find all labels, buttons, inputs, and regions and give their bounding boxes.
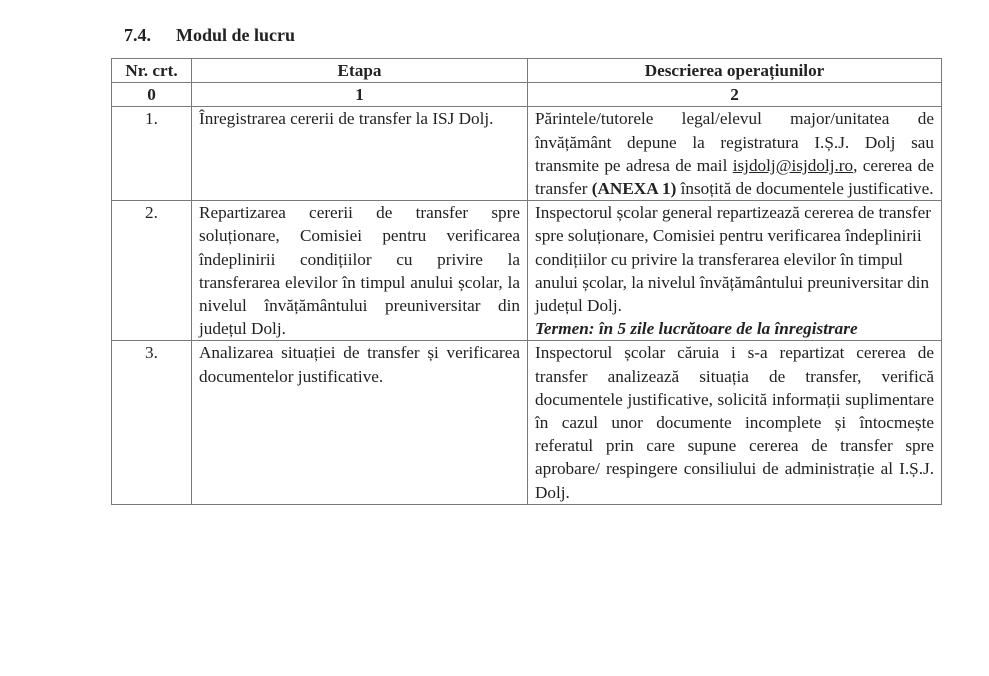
row-etapa: Analizarea situației de transfer și verificarea documentelor justificative.	[192, 341, 528, 504]
section-title: Modul de lucru	[176, 25, 296, 45]
section-heading	[124, 25, 295, 46]
table-row	[112, 107, 942, 201]
table-row	[112, 201, 942, 341]
row-descriere: Inspectorul școlar căruia i s-a repartizat cererea de transfer analizează situația de transfer, verifică documentele justificative, solicită informații suplimentare în cazul unor documente incomplete și întocmește referatul prin care supune cererea de transfer spre aprobare/ respingere consiliului de administrație al I.Ș.J. Dolj.	[528, 341, 942, 504]
column-number-1: 1	[192, 83, 528, 107]
row-etapa: Repartizarea cererii de transfer spre soluționare, Comisiei pentru verificarea îndeplinirii condițiilor cu privire la transferarea elevilor în timpul anului școlar, la nivelul învățământului preuniversitar din județul Dolj.	[192, 201, 528, 341]
section-number: 7.4.	[124, 25, 151, 45]
column-number-0: 0	[112, 83, 192, 107]
header-descriere: Descrierea operațiunilor	[528, 59, 942, 83]
annex-reference: (ANEXA 1)	[591, 179, 677, 199]
row-descriere	[528, 107, 942, 201]
table-row	[112, 341, 942, 504]
descriere-text: , cererea de transfer	[535, 155, 934, 199]
descriere-text: Părintele/tutorele legal/elevul major/unitatea de învățământ depune la registratura I.Ș.J. Dolj sau transmite pe adresa de mail	[535, 109, 934, 175]
procedure-table	[111, 58, 942, 505]
descriere-text: Inspectorul școlar general repartizează cererea de transfer spre soluționare, Comisiei pentru verificarea îndeplinirii condițiilor cu privire la transferarea elevilor în timpul anului școlar, la nivelul învățământului preuniversitar din județul Dolj.	[535, 203, 932, 316]
descriere-text: însoțită de documentele justificative.	[676, 179, 934, 199]
header-etapa: Etapa	[192, 59, 528, 83]
row-number: 2.	[112, 201, 192, 341]
deadline-text: Termen: în 5 zile lucrătoare de la înregistrare	[535, 319, 858, 339]
header-row	[112, 59, 942, 83]
row-number: 1.	[112, 107, 192, 201]
row-number: 3.	[112, 341, 192, 504]
row-etapa: Înregistrarea cererii de transfer la ISJ Dolj.	[192, 107, 528, 201]
row-descriere	[528, 201, 942, 341]
header-nr-crt: Nr. crt.	[112, 59, 192, 83]
column-number-2: 2	[528, 83, 942, 107]
email-link[interactable]: isjdolj@isjdolj.ro	[732, 155, 854, 175]
column-number-row	[112, 83, 942, 107]
